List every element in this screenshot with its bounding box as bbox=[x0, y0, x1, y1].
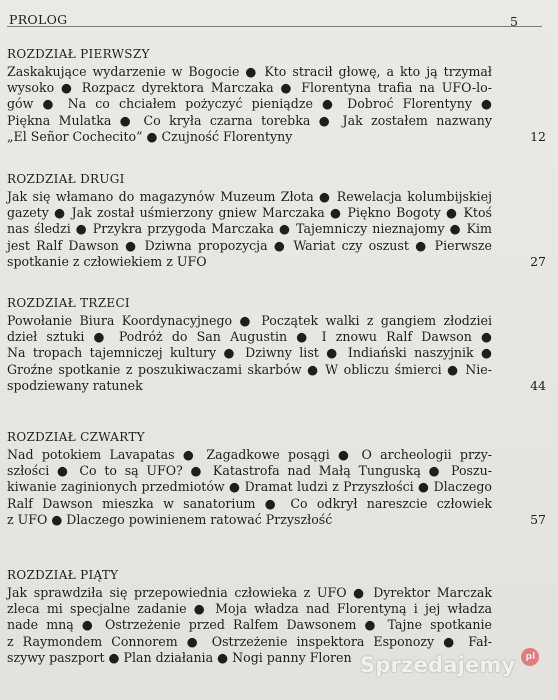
chapter-summary-line: Zaskakujące wydarzenie w Bogocie ● Kto stracił głowę, a kto ją trzymał bbox=[7, 64, 492, 79]
prolog-page-number: 5 bbox=[510, 14, 518, 29]
chapter-heading: ROZDZIAŁ PIĄTY bbox=[7, 568, 119, 582]
chapter-page-number: 44 bbox=[530, 377, 546, 393]
chapter-summary-line: z Raymondem Connorem ● Ostrzeżenie inspektora Esponozy ● Fał- bbox=[7, 633, 492, 649]
chapter-summary-line: wysoko ● Rozpacz dyrektora Marczaka ● Florentyna trafia na UFO-lo- bbox=[7, 80, 492, 96]
chapter-summary-line: szłości ● Co to są UFO? ● Katastrofa nad Małą Tunguską ● Poszu- bbox=[7, 463, 492, 479]
watermark-badge: pl bbox=[521, 648, 539, 666]
chapter-page-number: 12 bbox=[530, 128, 546, 144]
chapter-summary-line: spotkanie z człowiekiem z UFO bbox=[7, 253, 207, 269]
chapter-page-number: 27 bbox=[530, 253, 546, 269]
chapter-summary-line: Groźne spotkanie z poszukiwaczami skarbów ● W obliczu śmierci ● Nie- bbox=[7, 361, 492, 377]
chapter-summary-line: Powołanie Biura Koordynacyjnego ● Początek walki z gangiem złodziei bbox=[7, 313, 492, 328]
chapter-heading: ROZDZIAŁ PIERWSZY bbox=[7, 47, 150, 61]
chapter-heading: ROZDZIAŁ CZWARTY bbox=[7, 430, 145, 444]
chapter-summary-line: spodziewany ratunek bbox=[7, 377, 143, 393]
chapter-summary-line: kiwanie zaginionych przedmiotów ● Dramat ludzi z Przyszłości ● Dlaczego bbox=[7, 479, 492, 495]
chapter-summary-line: zleca mi specjalne zadanie ● Moja władza nad Florentyną i jej władza bbox=[7, 601, 492, 617]
chapter-summary-line: gazety ● Jak został uśmierzony gniew Marczaka ● Piękno Bogoty ● Ktoś bbox=[7, 205, 492, 221]
chapter-summary-line: szywy paszport ● Plan działania ● Nogi panny Floren bbox=[7, 649, 352, 665]
chapter-summary-line: Na tropach tajemniczej kultury ● Dziwny list ● Indiański naszyjnik ● bbox=[7, 345, 492, 361]
chapter-heading: ROZDZIAŁ DRUGI bbox=[7, 172, 125, 186]
chapter-summary-line: nade mną ● Ostrzeżenie przed Ralfem Dawsonem ● Tajne spotkanie bbox=[7, 617, 492, 633]
chapter-summary-line: Jak się włamano do magazynów Muzeum Złota ● Rewelacja kolumbijskiej bbox=[7, 189, 492, 204]
chapter-page-number: 57 bbox=[530, 511, 546, 527]
chapter-summary-line: gów ● Na co chciałem pożyczyć pieniądze ● Dobroć Florentyny ● bbox=[7, 96, 492, 112]
watermark-logo bbox=[360, 640, 550, 690]
chapter-summary-line: Piękna Mulatka ● Co kryła czarna torebka ● Jak zostałem nazwany bbox=[7, 112, 492, 128]
chapter-summary-line: jest Ralf Dawson ● Dziwna propozycja ● Wariat czy oszust ● Pierwsze bbox=[7, 237, 492, 253]
prolog-heading: PROLOG bbox=[9, 12, 68, 27]
chapter-heading: ROZDZIAŁ TRZECI bbox=[7, 296, 130, 310]
chapter-summary-line: z UFO ● Dlaczego powinienem ratować Przyszłość bbox=[7, 511, 333, 527]
chapter-summary-line: dzieł sztuki ● Podróż do San Augustin ● I znowu Ralf Dawson ● bbox=[7, 329, 492, 345]
chapter-summary-line: „El Señor Cochecito” ● Czujność Florentyny bbox=[7, 128, 293, 144]
chapter-summary-line: Jak sprawdziła się przepowiednia człowieka z UFO ● Dyrektor Marczak bbox=[7, 585, 492, 600]
watermark-text: Sprzedajemy bbox=[360, 653, 516, 677]
prolog-divider bbox=[7, 26, 542, 27]
chapter-summary-line: nas śledzi ● Przykra przygoda Marczaka ● Tajemniczy nieznajomy ● Kim bbox=[7, 221, 492, 237]
chapter-summary-line: Ralf Dawson mieszka w sanatorium ● Co odkrył nareszcie człowiek bbox=[7, 495, 492, 511]
chapter-summary-line: Nad potokiem Lavapatas ● Zagadkowe posągi ● O archeologii przy- bbox=[7, 447, 492, 462]
